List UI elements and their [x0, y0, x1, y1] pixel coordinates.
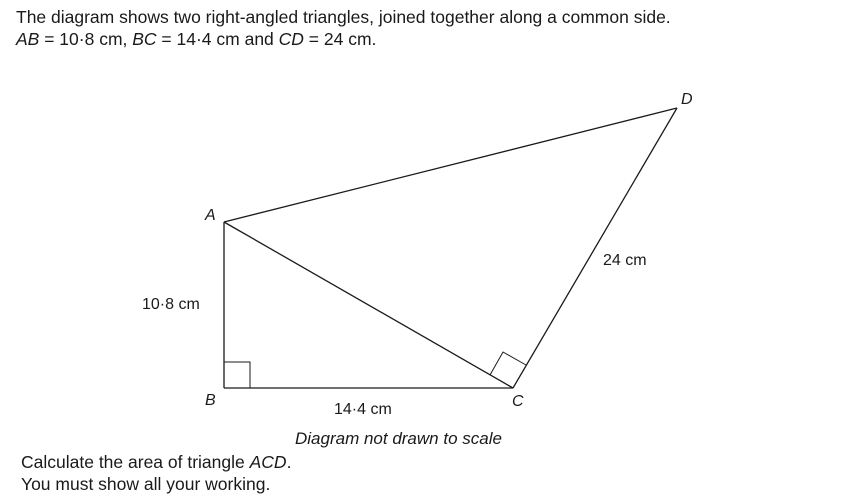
side-ad: [224, 108, 677, 222]
side-ac: [224, 222, 513, 388]
task-suffix: .: [286, 452, 292, 472]
right-angle-marker-c: [490, 352, 526, 375]
side-cd: [513, 108, 677, 388]
bc-name: BC: [132, 29, 157, 49]
vertex-label-d: D: [681, 91, 693, 108]
task-triangle-name: ACD: [249, 452, 287, 472]
ab-name: AB: [16, 29, 40, 49]
cd-name: CD: [278, 29, 304, 49]
vertex-label-b: B: [205, 392, 216, 409]
ab-value: = 10·8 cm,: [39, 29, 133, 49]
cd-value: = 24 cm.: [303, 29, 377, 49]
vertex-label-a: A: [205, 207, 216, 224]
task-line-2: You must show all your working.: [21, 474, 271, 494]
bc-value: = 14·4 cm and: [156, 29, 279, 49]
task-line-1: [21, 451, 291, 473]
label-bc-length: 14·4 cm: [334, 401, 392, 418]
label-cd-length: 24 cm: [603, 252, 647, 269]
question-task: [21, 451, 291, 495]
right-angle-marker-b: [224, 362, 250, 388]
vertex-label-c: C: [512, 393, 524, 410]
intro-line-1: The diagram shows two right-angled triangles, joined together along a common side.: [16, 7, 671, 27]
label-ab-length: 10·8 cm: [142, 296, 200, 313]
task-prefix: Calculate the area of triangle: [21, 452, 250, 472]
scale-note: Diagram not drawn to scale: [295, 429, 502, 448]
